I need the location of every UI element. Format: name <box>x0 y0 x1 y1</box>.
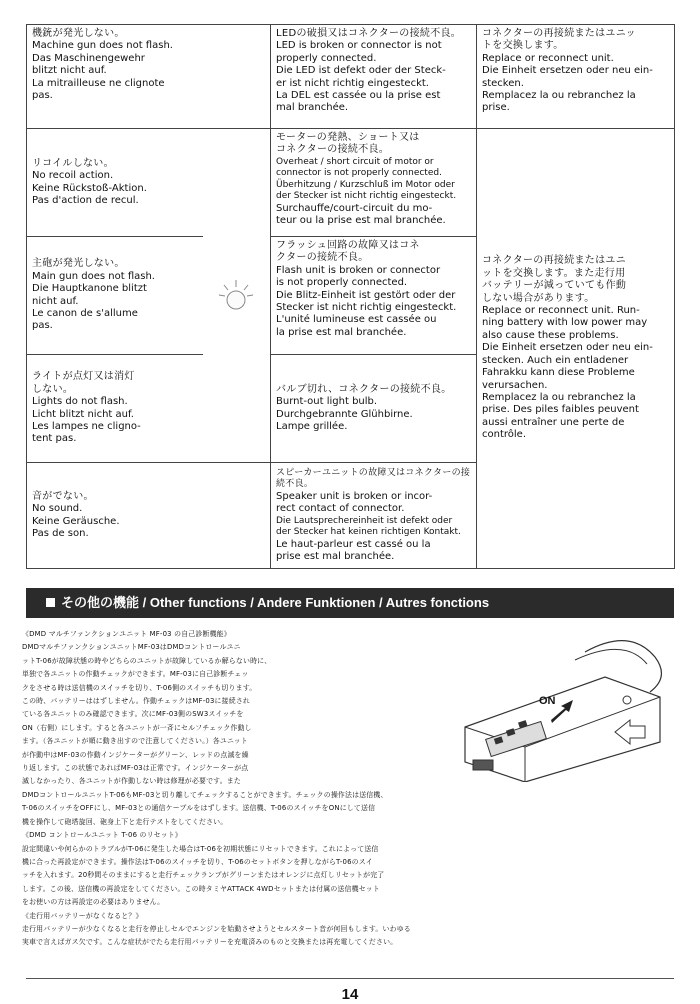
on-label: ON <box>539 695 556 707</box>
text-line: ッチを入れます。20秒間そのままにすると走行チェックランプがグリーンまたはオレンジに点灯しリセットが完了 <box>22 871 385 880</box>
text-line: Keine Rückstoß-Aktion. <box>32 182 147 194</box>
text-line: Keine Geräusche. <box>32 515 120 527</box>
square-bullet-icon <box>46 598 55 607</box>
text-line: is not properly connected. <box>276 277 408 289</box>
text-line: Flash unit is broken or connector <box>276 264 441 276</box>
symptom-cell-lights <box>27 355 203 463</box>
text-line: 主砲が発光しない。 <box>32 258 125 270</box>
text-line: をお使いの方は再設定の必要はありません。 <box>22 898 165 907</box>
text-line: ットT-06が故障状態の時やどちらのユニットが故障しているか解らない時に、 <box>22 656 272 665</box>
text-line: Die Lautsprechereinheit ist defekt oder <box>276 515 453 526</box>
text-line: 機に合った再設定ができます。操作法はT-06のスイッチを切り、T-06のセットボタンを押しながらT-06のスイ <box>22 857 373 866</box>
text-line: prise est mal branchée. <box>276 550 395 562</box>
text-line: La DEL est cassée ou la prise est <box>276 90 441 102</box>
text-line: der Stecker hat keinen richtigen Kontakt. <box>276 527 461 537</box>
text-line: ットを交換します。また走行用 <box>482 267 626 279</box>
text-line: DMDコントロールユニットT-06もMF-03と切り離してチェックすることができます。チェックの操作法は送信機、 <box>22 790 388 799</box>
text-line: Die Blitz-Einheit ist gestört oder der <box>276 289 456 301</box>
text-line: LEDの破損又はコネクターの接続不良。 <box>276 28 462 39</box>
text-line: aussi entraîner une perte de <box>482 416 625 428</box>
text-line: ている各ユニットのみ確認できます。次にMF-03側のSW3スイッチを <box>22 710 244 719</box>
text-line: ライトが点灯又は消灯 <box>32 371 135 383</box>
text-line: L'unité lumineuse est cassée ou <box>276 314 437 326</box>
text-line: ning battery with low power may <box>482 317 648 329</box>
text-line: properly connected. <box>276 52 377 64</box>
text-line: la prise est mal branchée. <box>276 326 407 338</box>
text-line: Burnt-out light bulb. <box>276 396 378 408</box>
text-line: しない場合があります。 <box>482 292 595 304</box>
text-line: 《DMD コントロールユニット T-06 のリセット》 <box>22 831 183 840</box>
text-line: 滅しなかったり、各ユニットが作動しない時は修理が必要です。また <box>22 777 241 786</box>
text-line: コネクターの再接続またはユニ <box>482 255 626 267</box>
text-line: teur ou la prise est mal branchée. <box>276 215 446 227</box>
text-line: クをさせる時は送信機のスイッチを切り、T-06側のスイッチも切ります。 <box>22 683 257 692</box>
text-line: pas. <box>32 320 53 332</box>
text-line: contrôle. <box>482 429 526 441</box>
footer-divider <box>26 978 674 979</box>
text-line: Remplacez la ou rebranchez la <box>482 90 636 102</box>
text-line: バッテリーが減っていても作動 <box>482 280 627 292</box>
troubleshooting-table <box>26 24 675 569</box>
text-line: mal branchée. <box>276 102 349 114</box>
text-line: Die Hauptkanone blitzt <box>32 283 147 295</box>
text-line: Replace or reconnect unit. Run- <box>482 305 640 317</box>
text-line: クターの接続不良。 <box>276 252 369 264</box>
text-line: Die Einheit ersetzen oder neu ein- <box>482 342 653 354</box>
text-line: Das Maschinengewehr <box>32 52 145 64</box>
text-line: Pas de son. <box>32 527 89 539</box>
icon-cell <box>203 25 271 129</box>
text-line: stecken. <box>482 77 524 89</box>
text-line: Licht blitzt nicht auf. <box>32 408 134 420</box>
text-line: ます。（各ユニットが順に動き出すので注意してください。）各ユニット <box>22 737 248 746</box>
text-line: stecken. Auch ein entladener <box>482 354 629 366</box>
text-line: er ist nicht richtig eingesteckt. <box>276 77 429 89</box>
text-line: blitzt nicht auf. <box>32 65 107 77</box>
text-line: Pas d'action de recul. <box>32 194 139 206</box>
section-title: その他の機能 / Other functions / Andere Funktionen / Autres fonctions <box>61 595 490 610</box>
text-line: T-06のスイッチをOFFにし、MF-03との通信ケーブルをはずします。送信機、T-06のスイッチをONにして送信 <box>22 804 376 813</box>
text-line: 機を操作して砲塔旋回、砲身上下と走行テストをしてください。 <box>22 817 228 826</box>
text-line: verursachen. <box>482 379 548 391</box>
text-line: Replace or reconnect unit. <box>482 52 614 64</box>
text-line: この時、バッテリーははずしません。作動チェックはMF-03に接続され <box>22 697 250 706</box>
text-line: Main gun does not flash. <box>32 270 155 282</box>
text-line: prise. Des piles faibles peuvent <box>482 404 639 416</box>
text-line: 単独で各ユニットの作動チェックができます。MF-03に自己診断チェッ <box>22 670 249 679</box>
text-line: Remplacez la ou rebranchez la <box>482 391 636 403</box>
text-line: 実車で言えばガス欠です。こんな症状がでたら走行用バッテリーを充電済みのものと交換または再充電してください。 <box>22 938 398 947</box>
text-line: が作動中はMF-03の作動インジケーターがグリーン、レッドの点滅を繰 <box>22 750 249 759</box>
text-line: リコイルしない。 <box>32 157 114 169</box>
text-line: Le canon de s'allume <box>32 307 138 319</box>
text-line: Fahrakku kann diese Probleme <box>482 367 635 379</box>
text-line: Die Einheit ersetzen oder neu ein- <box>482 65 653 77</box>
symptom-cell-main-gun <box>27 237 203 355</box>
text-line: Machine gun does not flash. <box>32 40 173 52</box>
text-line: Speaker unit is broken or incor- <box>276 490 433 502</box>
text-line: します。この後、送信機の再設定をしてください。この時タミヤATTACK 4WDセットまたは付属の送信機セット <box>22 884 380 893</box>
text-line: La mitrailleuse ne clignote <box>32 77 165 89</box>
cause-cell-flash <box>271 237 477 355</box>
text-line: コネクターの接続不良。 <box>276 144 390 156</box>
text-line: コネクターの再接続またはユニッ <box>482 28 636 39</box>
text-line: 《DMD マルチファンクションユニット MF-03 の自己診断機能》 <box>22 630 231 638</box>
text-line: rect contact of connector. <box>276 503 405 515</box>
text-line: pas. <box>32 90 53 102</box>
text-line: Überhitzung / Kurzschluß im Motor oder <box>276 179 455 190</box>
text-line: connector is not properly connected. <box>276 168 442 179</box>
text-line: Le haut-parleur est cassé ou la <box>276 538 431 550</box>
text-line: 設定間違いや何らかのトラブルがT-06に発生した場合はT-06を初期状態にリセットできます。これによって送信 <box>22 844 379 853</box>
symptom-cell-sound <box>27 463 203 569</box>
text-line: モーターの発熱、ショート又は <box>276 132 420 143</box>
text-line: LED is broken or connector is not <box>276 40 442 52</box>
symptom-cell-machine-gun <box>27 25 203 129</box>
cause-cell-led <box>271 25 477 129</box>
symptom-cell-recoil <box>27 129 203 237</box>
text-line: しない。 <box>32 383 74 395</box>
text-line: Surchauffe/court-circuit du mo- <box>276 202 433 214</box>
text-line: フラッシュ回路の故障又はコネ <box>276 240 420 251</box>
lamp-icon <box>216 276 256 316</box>
text-line: No sound. <box>32 503 83 515</box>
cause-cell-motor <box>271 129 477 237</box>
text-line: tent pas. <box>32 433 77 445</box>
text-line: Lights do not flash. <box>32 396 128 408</box>
text-line: 音がでない。 <box>32 490 94 502</box>
icon-cell <box>203 463 271 569</box>
text-line: Overheat / short circuit of motor or <box>276 156 434 167</box>
text-line: Durchgebrannte Glühbirne. <box>276 408 413 420</box>
text-line: Lampe grillée. <box>276 420 348 432</box>
text-line: 《走行用バッテリーがなくなると？》 <box>22 911 143 920</box>
text-line: トを交換します。 <box>482 40 564 52</box>
section-banner <box>26 588 674 618</box>
cause-cell-bulb <box>271 355 477 463</box>
text-line: り返します。この状態であればMF-03は正常です。インジケーターが点 <box>22 764 249 773</box>
text-line: No recoil action. <box>32 170 114 182</box>
text-line: スピーカーユニットの故障又はコネクターの接続不良。 <box>276 467 471 490</box>
text-line: Les lampes ne cligno- <box>32 420 141 432</box>
icon-cell-lamp <box>203 129 271 463</box>
text-line: 機銃が発光しない。 <box>32 28 125 39</box>
text-line: Stecker ist nicht richtig eingesteckt. <box>276 302 457 314</box>
text-line: prise. <box>482 102 510 114</box>
text-line: 走行用バッテリーが少なくなると走行を停止しセルでエンジンを始動させようとセルスタート音が何回もします。いわゆる <box>22 924 411 933</box>
text-line: nicht auf. <box>32 295 79 307</box>
remedy-cell-group <box>477 129 675 569</box>
text-line: Die LED ist defekt oder der Steck- <box>276 65 446 77</box>
page-number: 14 <box>341 986 359 1003</box>
text-line: der Stecker ist nicht richtig eingesteckt. <box>276 191 457 202</box>
text-line: DMDマルチファンクションユニットMF-03はDMDコントロールユニ <box>22 643 241 652</box>
text-line: also cause these problems. <box>482 329 619 341</box>
cause-cell-speaker <box>271 463 477 569</box>
text-line: ON（右側）にします。すると各ユニットが一斉にセルフチェック作動し <box>22 723 252 732</box>
functions-body-text <box>22 628 678 950</box>
remedy-cell-led <box>477 25 675 129</box>
text-line: バルブ切れ、コネクターの接続不良。 <box>276 383 452 395</box>
